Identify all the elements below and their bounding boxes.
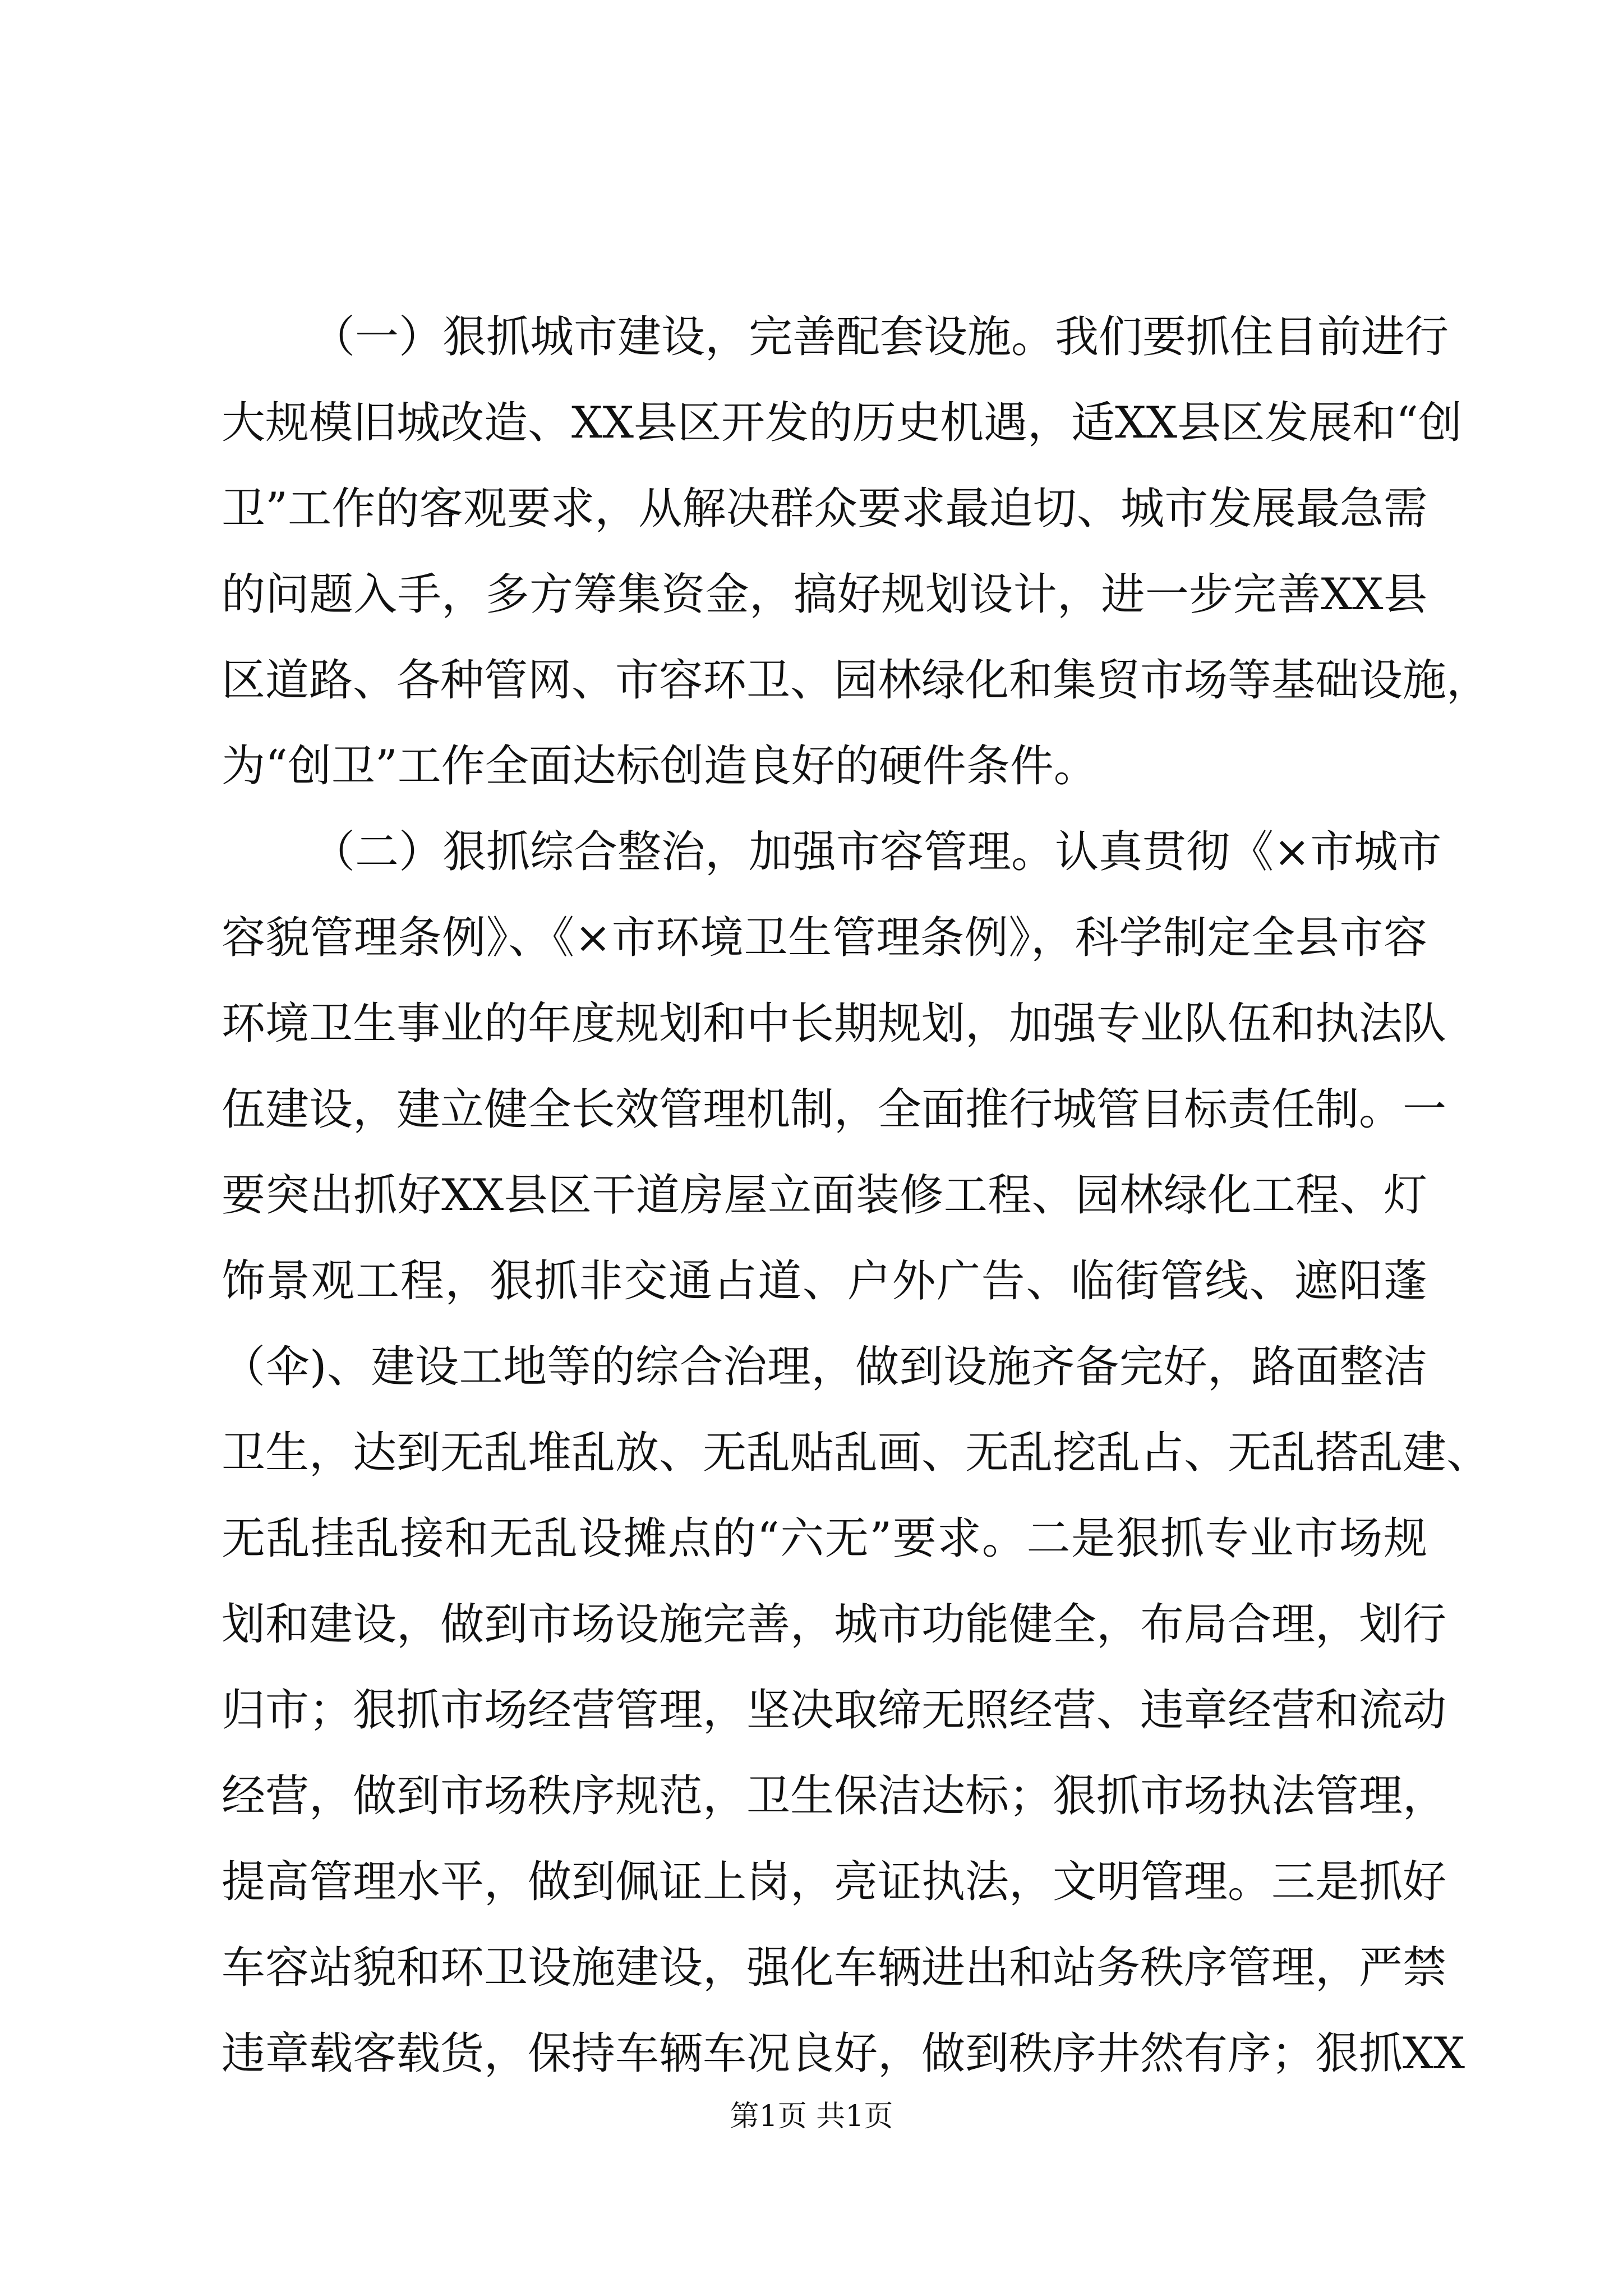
page-footer: 第1页 共1页 — [730, 2100, 893, 2133]
paragraph-2-line-7: （伞)、建设工地等的综合治理，做到设施齐备完好，路面整洁 — [222, 1342, 1427, 1392]
paragraph-2-line-11: 归市；狠抓市场经营管理，坚决取缔无照经营、违章经营和流动 — [222, 1685, 1447, 1736]
paragraph-2-line-8: 卫生，达到无乱堆乱放、无乱贴乱画、无乱挖乱占、无乱搭乱建、 — [222, 1428, 1491, 1478]
paragraph-2-line-2: 容貌管理条例》、《×市环境卫生管理条例》，科学制定全县市容 — [222, 913, 1427, 963]
paragraph-2-line-1: （二）狠抓综合整治，加强市容管理。认真贯彻《×市城市 — [311, 827, 1442, 877]
paragraph-1-line-6: 为“创卫”工作全面达标创造良好的硬件条件。 — [222, 741, 1098, 792]
paragraph-2-line-3: 环境卫生事业的年度规划和中长期规划，加强专业队伍和执法队 — [222, 999, 1447, 1049]
paragraph-2-line-4: 伍建设，建立健全长效管理机制，全面推行城管目标责任制。一 — [222, 1084, 1447, 1135]
paragraph-1-line-4: 的问题入手，多方筹集资金，搞好规划设计，进一步完善XX县 — [222, 569, 1427, 620]
paragraph-1-line-5: 区道路、各种管网、市容环卫、园林绿化和集贸市场等基础设施， — [222, 655, 1491, 706]
document-body — [222, 295, 1491, 2097]
paragraph-2-line-5: 要突出抓好XX县区干道房屋立面装修工程、园林绿化工程、灯 — [222, 1170, 1427, 1221]
paragraph-2-line-10: 划和建设，做到市场设施完善，城市功能健全，布局合理，划行 — [222, 1599, 1447, 1650]
paragraph-2-line-12: 经营，做到市场秩序规范，卫生保洁达标；狠抓市场执法管理， — [222, 1771, 1447, 1821]
paragraph-2-line-6: 饰景观工程，狠抓非交通占道、户外广告、临街管线、遮阳蓬 — [222, 1256, 1427, 1306]
paragraph-2-line-13: 提高管理水平，做到佩证上岗，亮证执法，文明管理。三是抓好 — [222, 1857, 1447, 1907]
paragraph-1-line-3: 卫”工作的客观要求，从解决群众要求最迫切、城市发展最急需 — [222, 484, 1427, 534]
paragraph-1-line-1: （一）狠抓城市建设，完善配套设施。我们要抓住目前进行 — [311, 312, 1449, 362]
paragraph-1-line-2: 大规模旧城改造、XX县区开发的历史机遇，适XX县区发展和“创 — [222, 398, 1462, 448]
paragraph-2-line-9: 无乱挂乱接和无乱设摊点的“六无”要求。二是狠抓专业市场规 — [222, 1513, 1427, 1564]
paragraph-2-line-14: 车容站貌和环卫设施建设，强化车辆进出和站务秩序管理，严禁 — [222, 1943, 1447, 1993]
paragraph-2-line-15: 违章载客载货，保持车辆车况良好，做到秩序井然有序；狠抓XX — [222, 2028, 1465, 2079]
